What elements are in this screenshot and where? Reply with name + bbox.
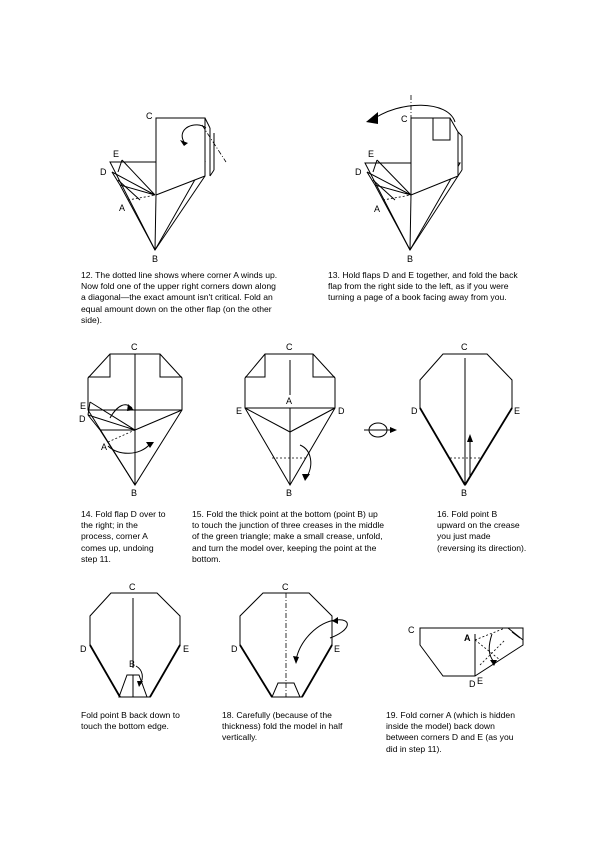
step-12-label-c: C bbox=[146, 111, 153, 121]
step-13-label-a: A bbox=[374, 204, 381, 214]
step-14-label-b: B bbox=[131, 488, 138, 498]
step-13-caption: 13. Hold flaps D and E together, and fold the back flap from the right side to the left, as if you were turning a page of a book facing away from you. bbox=[328, 270, 518, 303]
step-18-caption: 18. Carefully (because of the thickness) fold the model in half vertically. bbox=[222, 710, 343, 743]
step-16-label-b: B bbox=[461, 488, 468, 498]
step-17-label-c: C bbox=[129, 582, 136, 592]
step-14-label-a: A bbox=[101, 442, 108, 452]
step-15-label-b: B bbox=[286, 488, 293, 498]
step-19-label-a: A bbox=[464, 633, 471, 643]
step-19-label-c: C bbox=[408, 625, 415, 635]
step-19-label-d: D bbox=[469, 679, 476, 689]
step-12-caption: 12. The dotted line shows where corner A winds up. Now fold one of the upper right corners down along a diagonal—the exact amount isn't critical. Fold an equal amount down on the other flap (on the other side). bbox=[81, 270, 278, 325]
step-16-label-c: C bbox=[461, 342, 468, 352]
step-16-label-d: D bbox=[411, 406, 418, 416]
step-12-label-d: D bbox=[100, 167, 107, 177]
step-12-label-a: A bbox=[119, 203, 126, 213]
step-17-label-b: B bbox=[129, 659, 136, 669]
step-15-caption: 15. Fold the thick point at the bottom (point B) up to touch the junction of three creases in the middle of the green triangle; make a small crease, unfold, and turn the model over, keeping the point at the bottom. bbox=[192, 509, 385, 564]
step-13-label-d: D bbox=[355, 167, 362, 177]
step-15-label-a: A bbox=[286, 396, 293, 406]
step-15-label-c: C bbox=[286, 342, 293, 352]
step-14-caption: 14. Fold flap D over to the right; in the process, corner A comes up, undoing step 11. bbox=[81, 509, 166, 564]
step-17-label-e: E bbox=[183, 644, 190, 654]
step-16-caption: 16. Fold point B upward on the crease you just made (reversing its direction). bbox=[437, 509, 527, 553]
step-19-caption: 19. Fold corner A (which is hidden inside the model) back down between corners D and E (as you did in step 11). bbox=[386, 710, 515, 754]
step-15-label-d: D bbox=[338, 406, 345, 416]
step-18-label-d: D bbox=[231, 644, 238, 654]
step-13-label-c: C bbox=[401, 114, 408, 124]
step-12-label-b: B bbox=[152, 254, 159, 264]
step-15-label-e: E bbox=[236, 406, 243, 416]
step-13-label-b: B bbox=[407, 254, 414, 264]
step-18-label-c: C bbox=[282, 582, 289, 592]
step-14-label-e: E bbox=[80, 401, 87, 411]
step-18-label-e: E bbox=[334, 644, 341, 654]
step-13-label-e: E bbox=[368, 149, 375, 159]
step-12-label-e: E bbox=[113, 149, 120, 159]
step-14-label-c: C bbox=[131, 342, 138, 352]
step-14-label-d: D bbox=[79, 414, 86, 424]
step-17-caption: Fold point B back down to touch the bottom edge. bbox=[81, 710, 180, 732]
step-16-label-e: E bbox=[514, 406, 521, 416]
step-17-label-d: D bbox=[80, 644, 87, 654]
step-19-label-e: E bbox=[477, 676, 484, 686]
